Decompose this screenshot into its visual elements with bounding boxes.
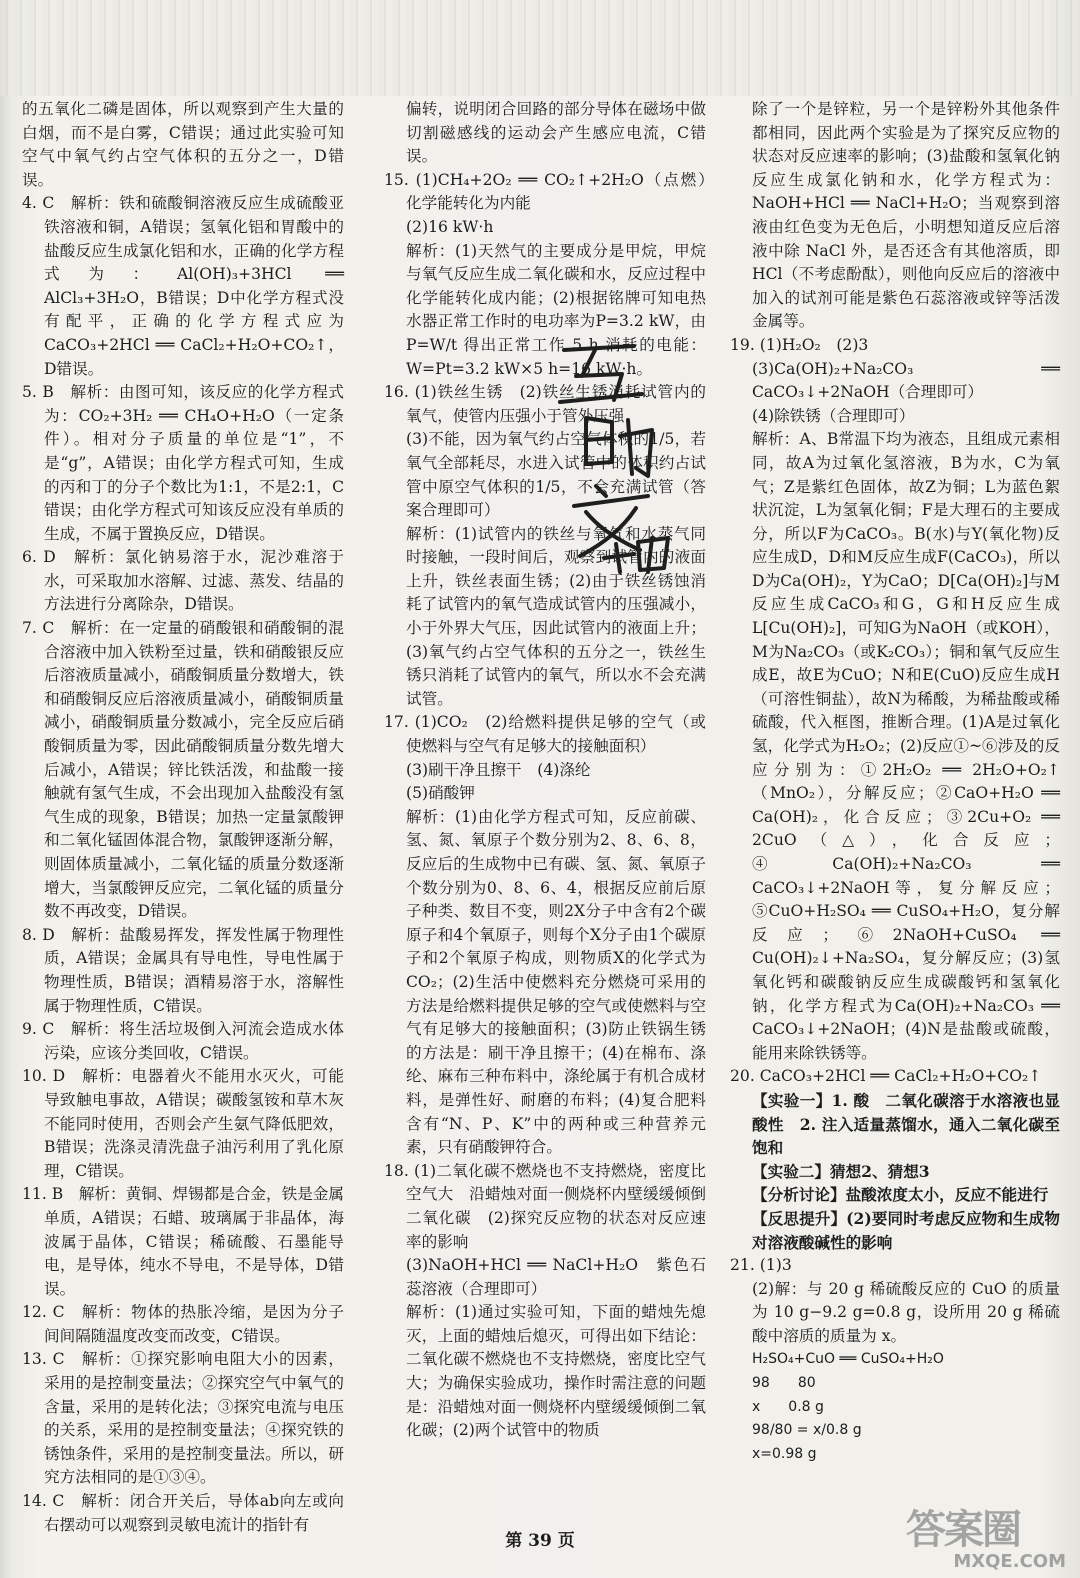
answer-line: (5)硝酸钾 (406, 784, 475, 803)
answer-line: (3)不能，因为氧气约占空气体积的1/5，若氧气全部耗尽，水进入试管中的体积约占试管中原空气体积的1/5，不会充满试管（答案合理即可） (406, 430, 706, 520)
answer-item-9: 9. C 解析：将生活垃圾倒入河流会造成水体污染，应该分类回收，C错误。 (22, 1020, 344, 1062)
equation-line: x=0.98 g (752, 1445, 817, 1462)
answer-item-13: 13. C 解析：①探究影响电阻大小的因素，采用的是控制变量法；②探究空气中氧气的含量，采用的是转化法；③探究电流与电压的关系，采用的是控制变量法；④探究铁的锈蚀条件，采用的是控制变量法。所以，研究方法相同的是①③④。 (22, 1350, 344, 1487)
column-left (22, 98, 344, 1537)
analysis-paragraph: 解析：(1)天然气的主要成分是甲烷，甲烷与氧气反应生成二氧化碳和水，反应过程中化学能转化成内能；(2)根据铭牌可知电热水器正常工作时的电功率为P=3.2 kW，由 P=W/t 得出正常工作 5 h 消耗的电能：W=Pt=3.2 kW×5 h=16 kW·h。 (406, 241, 706, 378)
answer-line: (3)Ca(OH)₂+Na₂CO₃ ══ CaCO₃↓+2NaOH（合理即可） (752, 359, 1060, 402)
answer-item-11: 11. B 解析：黄铜、焊锡都是合金，铁是金属单质，A错误；石蜡、玻璃属于非晶体，海波属于晶体，C错误；稀硫酸、石墨能导电，是导体，纯水不导电，不是导体，D错误。 (22, 1185, 344, 1298)
answer-line: (2)解：与 20 g 稀硫酸反应的 CuO 的质量为 10 g−9.2 g=0.8 g，设所用 20 g 稀硫酸中溶质的质量为 x。 (752, 1279, 1060, 1345)
answer-line: (3)NaOH+HCl ══ NaCl+H₂O 紫色石蕊溶液（合理即可） (406, 1256, 706, 1298)
answer-paragraph: 偏转，说明闭合回路的部分导体在磁场中做切割磁感线的运动会产生感应电流，C错误。 (406, 100, 706, 166)
answer-line: (2)16 kW·h (406, 217, 494, 236)
answer-item-16: 16. (1)铁丝生锈 (2)铁丝生锈消耗试管内的氧气，使管内压强小于管外压强 (384, 383, 706, 425)
answer-item-12: 12. C 解析：物体的热胀冷缩，是因为分子间间隔随温度改变而改变，C错误。 (22, 1303, 344, 1345)
analysis-paragraph: 解析：A、B常温下均为液态，且组成元素相同，故A为过氧化氢溶液，B为水，C为氧气；Z是紫红色固体，故Z为铜；L为蓝色絮状沉淀，L为氢氧化铜；F是大理石的主要成分，所以F为CaCO₃。B(水)与Y(氧化物)反应生成D，D和M反应生成F(CaCO₃)，所以D为Ca(OH)₂，Y为CaO；D[Ca(OH)₂]与M反应生成CaCO₃和G，G和H反应生成L[Cu(OH)₂]，可知G为NaOH（或KOH），M为Na₂CO₃（或K₂CO₃）；铜和氧气反应生成E，故E为CuO；N和E(CuO)反应生成H（可溶性铜盐），故N为稀酸，为稀盐酸或稀硫酸，代入框图，推断合理。(1)A是过氧化氢，化学式为H₂O₂；(2)反应①~⑥涉及的反应分别为：①2H₂O₂ ══ 2H₂O+O₂↑（MnO₂），分解反应；②CaO+H₂O ══ Ca(OH)₂，化合反应；③2Cu+O₂ ══ 2CuO（△），化合反应；④Ca(OH)₂+Na₂CO₃ ══ CaCO₃↓+2NaOH等，复分解反应；⑤CuO+H₂SO₄ ══ CuSO₄+H₂O，复分解反应；⑥2NaOH+CuSO₄ ══ Cu(OH)₂↓+Na₂SO₄，复分解反应；(3)氢氧化钙和碳酸钠反应生成碳酸钙和氢氧化钠，化学方程式为Ca(OH)₂+Na₂CO₃ ══ CaCO₃↓+2NaOH；(4)N是盐酸或硫酸，能用来除铁锈等。 (752, 430, 1060, 1062)
experiment-one: 【实验一】1. 酸 二氧化碳溶于水溶液也显酸性 2. 注入适量蒸馏水，通入二氧化碳至饱和 (752, 1090, 1060, 1158)
experiment-two: 【实验二】猜想2、猜想3 (752, 1161, 930, 1181)
page-number: 第 39 页 (505, 1531, 575, 1551)
answer-item-4: 4. C 解析：铁和硫酸铜溶液反应生成硫酸亚铁溶液和铜，A错误；氢氧化铝和胃酸中的盐酸反应生成氯化铝和水，正确的化学方程式为：Al(OH)₃+3HCl ══ AlCl₃+3H₂O，B错误；D中化学方程式没有配平，正确的化学方程式应为 CaCO₃+2HCl ══ CaCl₂+H₂O+CO₂↑，D错误。 (22, 194, 344, 378)
handwritten-stamp-icon (556, 336, 676, 576)
answer-item-10: 10. D 解析：电器着火不能用水灭火，可能导致触电事故，A错误；碳酸氢铵和草木灰不能同时使用，否则会产生氨气降低肥效，B错误；洗涤灵清洗盘子油污利用了乳化原理，C错误。 (22, 1067, 344, 1180)
equation-line: H₂SO₄+CuO ══ CuSO₄+H₂O (752, 1351, 944, 1368)
logo-url: MXQE.COM (953, 1551, 1066, 1572)
answer-item-15: 15. (1)CH₄+2O₂ ══ CO₂↑+2H₂O（点燃） 化学能转化为内能 (384, 170, 722, 213)
logo-mark: 答案圈 (906, 1507, 1020, 1553)
watermark-logo (906, 1498, 1074, 1576)
analysis-paragraph: 解析：(1)由化学方程式可知，反应前碳、氢、氮、氧原子个数分别为2、8、6、8，反应后的生成物中已有碳、氢、氮、氧原子个数分别为0、8、6、4，根据反应前后原子种类、数目不变，则2X分子中含有2个碳原子和4个氧原子，则每个X分子由1个碳原子和2个氧原子构成，则物质X的化学式为CO₂；(2)生活中使燃料充分燃烧可采用的方法是给燃料提供足够的空气或使燃料与空气有足够大的接触面积；(3)防止铁锅生锈的方法是：刷干净且擦干；(4)在棉布、涤纶、麻布三种布料中，涤纶属于有机合成材料，是弹性好、耐磨的布料；(4)复合肥料含有“N、P、K”中的两种或三种营养元素，只有硝酸钾符合。 (406, 807, 706, 1157)
answer-item-17: 17. (1)CO₂ (2)给燃料提供足够的空气（或使燃料与空气有足够大的接触面积） (384, 713, 706, 756)
reflection: 【反思提升】(2)要同时考虑反应物和生成物对溶液酸碱性的影响 (752, 1208, 1060, 1252)
answer-paragraph: 除了一个是锌粒，另一个是锌粉外其他条件都相同，因此两个实验是为了探究反应物的状态对反应速率的影响；(3)盐酸和氢氧化钠反应生成氯化钠和水，化学方程式为：NaOH+HCl ══ NaCl+H₂O；当观察到溶液由红色变为无色后，小明想知道反应后溶液中除 NaCl 外，是否还含有其他溶质，即 HCl（不考虑酚酞），则他向反应后的溶液中加入的试剂可能是紫色石蕊溶液或锌等活泼金属等。 (752, 100, 1060, 331)
answer-item-14: 14. C 解析：闭合开关后，导体ab向左或向右摆动可以观察到灵敏电流计的指针有 (22, 1492, 344, 1534)
answer-item-18: 18. (1)二氧化碳不燃烧也不支持燃烧，密度比空气大 沿蜡烛对面一侧烧杯内壁缓缓倾倒二氧化碳 (2)探究反应物的状态对反应速率的影响 (384, 1161, 706, 1251)
answer-item-7: 7. C 解析：在一定量的硝酸银和硝酸铜的混合溶液中加入铁粉至过量，铁和硝酸银反应后溶液质量减小，硝酸铜质量分数增大，铁和硝酸铜反应后溶液质量减小，硝酸铜质量减小，硝酸铜质量分数减小，完全反应后硝酸铜质量为零，因此硝酸铜质量分数先增大后减小，A错误；锌比铁活泼，和盐酸一接触就有氢气生成，不会出现加入盐酸没有氢气生成的现象，B错误；加热一定量氯酸钾和二氧化锰固体混合物，氯酸钾逐渐分解，则固体质量减小，二氧化锰的质量分数逐渐增大，当氯酸钾反应完，二氧化锰的质量分数不再改变，D错误。 (22, 619, 344, 921)
answer-paragraph: 的五氧化二磷是固体，所以观察到产生大量的白烟，而不是白雾，C错误；通过此实验可知空气中氧气约占空气体积的五分之一，D错误。 (22, 100, 344, 189)
analysis-paragraph: 解析：(1)试管内的铁丝与氧气和水蒸气同时接触，一段时间后，观察到试管内的液面上升，铁丝表面生锈；(2)由于铁丝锈蚀消耗了试管内的氧气造成试管内的压强减小，小于外界大气压，因此试管内的液面上升；(3)氧气约占空气体积的五分之一，铁丝生锈只消耗了试管内的氧气，所以水不会充满试管。 (406, 524, 706, 708)
answer-line: (3)刷干净且擦干 (4)涤纶 (406, 760, 591, 779)
equation-line: x 0.8 g (752, 1398, 824, 1415)
page-binding-shadow (0, 0, 1080, 96)
answer-item-5: 5. B 解析：由图可知，该反应的化学方程式为：CO₂+3H₂ ══ CH₄O+H₂O（一定条件）。相对分子质量的单位是“1”，不是“g”，A错误；由化学方程式可知，生成的丙和丁的分子个数比为1:1，不是2:1，C错误；由化学方程式可知该反应没有单质的生成，不属于置换反应，D错误。 (22, 383, 344, 543)
answer-item-19: 19. (1)H₂O₂ (2)3 (730, 335, 869, 354)
analysis-paragraph: 解析：(1)通过实验可知，下面的蜡烛先熄灭，上面的蜡烛后熄灭，可得出如下结论：二氧化碳不燃烧也不支持燃烧，密度比空气大；为确保实验成功，操作时需注意的问题是：沿蜡烛对面一侧烧杯内壁缓缓倾倒二氧化碳；(2)两个试管中的物质 (406, 1303, 706, 1440)
answer-item-20: 20. CaCO₃+2HCl ══ CaCl₂+H₂O+CO₂↑ (730, 1067, 1042, 1086)
answer-line: (4)除铁锈（合理即可） (752, 406, 915, 425)
column-right (730, 98, 1060, 1466)
column-middle (384, 98, 722, 1443)
answer-item-8: 8. D 解析：盐酸易挥发，挥发性属于物理性质，A错误；金属具有导电性，导电性属于物理性质，B错误；酒精易溶于水，溶解性属于物理性质，C错误。 (22, 925, 344, 1015)
analysis-discussion: 【分析讨论】盐酸浓度太小，反应不能进行 (752, 1185, 1049, 1205)
equation-line: 98 80 (752, 1375, 816, 1392)
equation-line: 98/80 = x/0.8 g (752, 1422, 862, 1439)
answer-item-21: 21. (1)3 (730, 1256, 792, 1275)
answer-item-6: 6. D 解析：氯化钠易溶于水，泥沙难溶于水，可采取加水溶解、过滤、蒸发、结晶的方法进行分离除杂，D错误。 (22, 548, 344, 614)
